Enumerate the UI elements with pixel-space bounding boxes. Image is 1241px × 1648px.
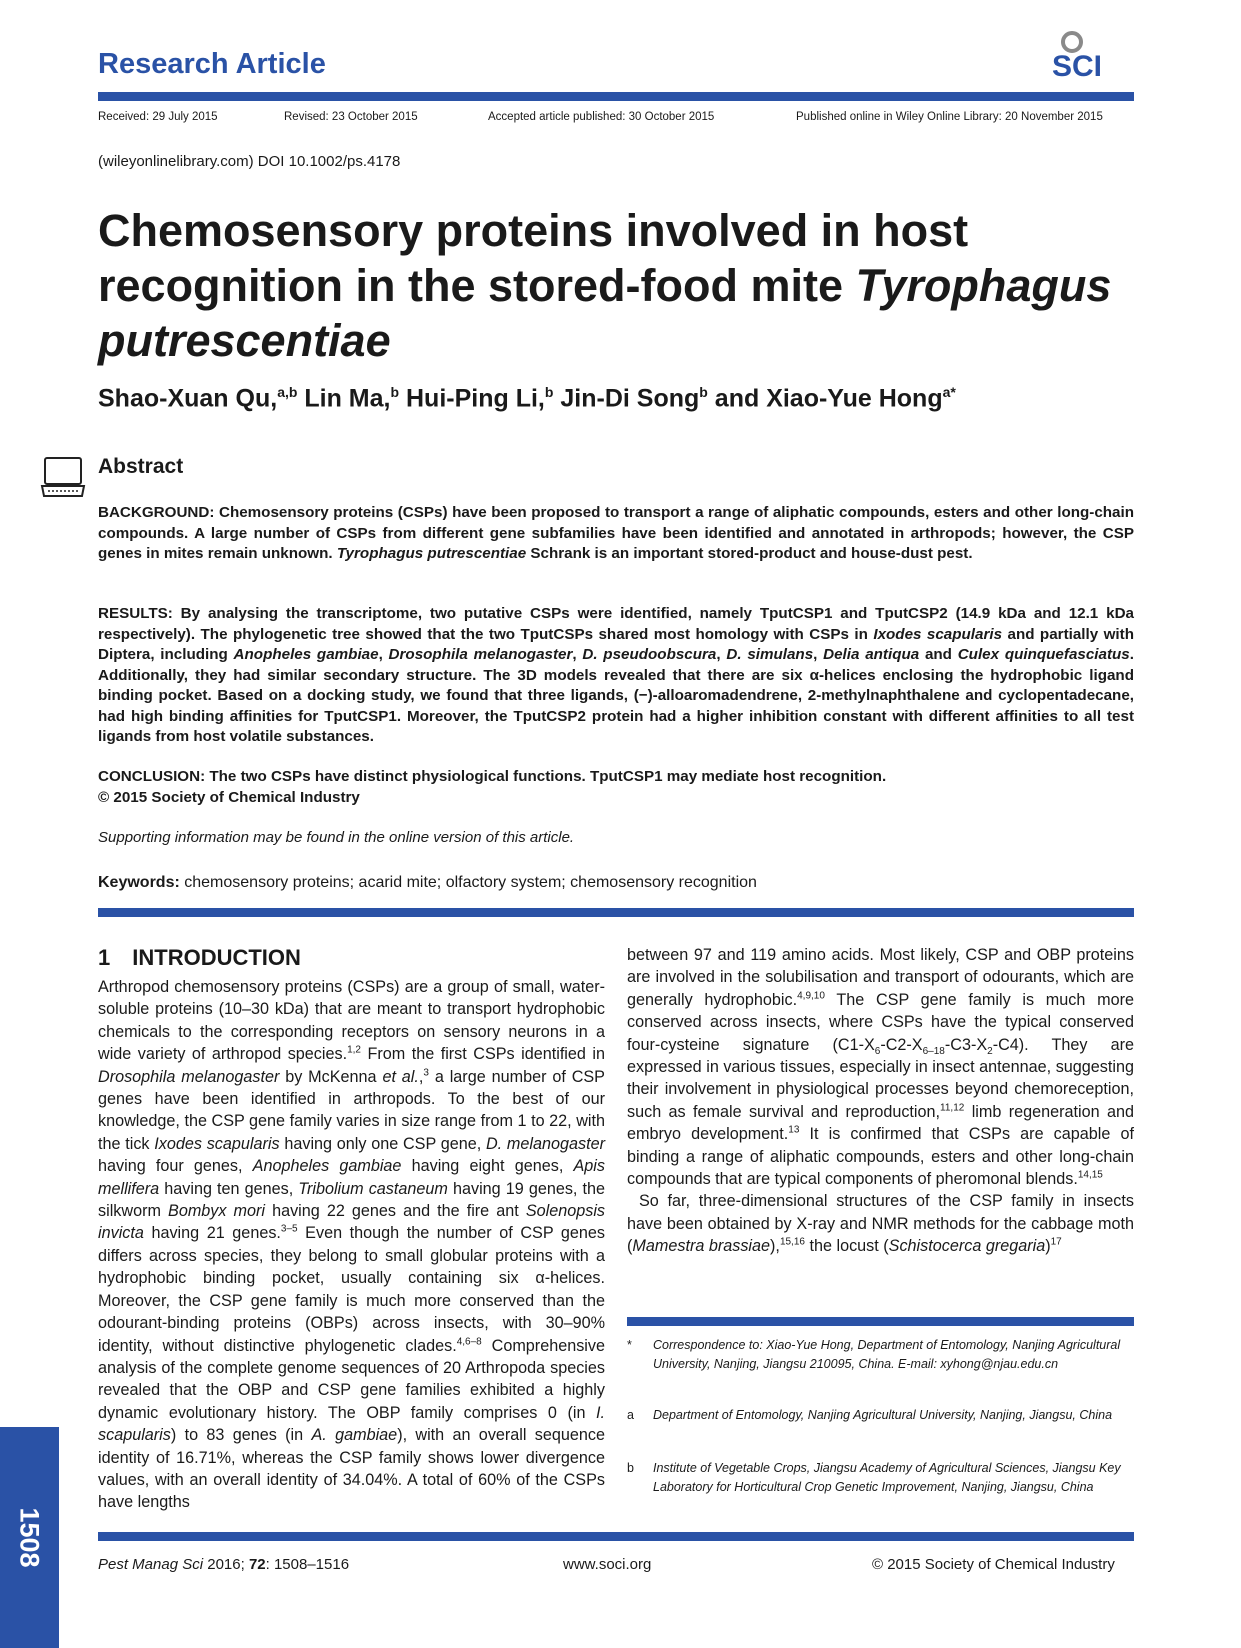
body-text: ),: [770, 1237, 780, 1256]
title-genus: Tyrophagus: [855, 260, 1112, 311]
footnote-correspondence: [627, 1336, 1134, 1373]
supporting-info-note: Supporting information may be found in the online version of this article.: [98, 829, 575, 846]
keywords-label: Keywords:: [98, 874, 180, 891]
species-name: Mamestra brassiae: [632, 1237, 771, 1256]
body-text: Arthropod chemosensory proteins (CSPs) are a group of small, water-soluble proteins (10–30 kDa) that are meant to transport hydrophobic chemicals to the corresponding receptors on sensory neurons in a wide variety of arthropod species.: [98, 978, 605, 1064]
body-text: ): [1045, 1237, 1051, 1256]
author-affiliation: a*: [942, 384, 956, 400]
results-text: By analysing the transcriptome, two putative CSPs were identified, namely TputCSP1 and TputCSP2 (14.9 kDa and 12.1 kDa respectively). The phylogenetic tree showed that the two TputCSPs shared most homology with CSPs in: [98, 605, 1134, 643]
citation: 1,2: [347, 1044, 361, 1056]
footnote-affiliation-b: [627, 1459, 1134, 1496]
body-text: by McKenna: [279, 1067, 383, 1086]
citation: 17: [1050, 1236, 1062, 1248]
footer-copyright: © 2015 Society of Chemical Industry: [872, 1556, 1115, 1573]
citation: 15,16: [779, 1236, 805, 1248]
citation: 4,9,10: [797, 990, 825, 1002]
revised-date: Revised: 23 October 2015: [284, 111, 418, 123]
received-date: Received: 29 July 2015: [98, 111, 218, 123]
citation: 3: [423, 1067, 429, 1079]
journal-pages: : 1508–1516: [265, 1556, 350, 1573]
footnote-text: Correspondence to: Xiao-Yue Hong, Department of Entomology, Nanjing Agricultural University, Nanjing, Jiangsu 210095, China. E-mail: xyhong@njau.edu.cn: [653, 1338, 1121, 1371]
title-line-3: [98, 313, 1148, 368]
et-al: et al.: [382, 1067, 419, 1086]
species-name: Culex quinquefasciatus: [957, 646, 1130, 663]
results-label: RESULTS:: [98, 605, 173, 622]
section-title: INTRODUCTION: [132, 945, 301, 970]
body-text: having 21 genes.: [143, 1224, 281, 1243]
background-species: Tyrophagus putrescentiae: [336, 545, 527, 562]
author-name: Lin Ma,: [304, 384, 391, 413]
journal-name: Pest Manag Sci: [98, 1556, 204, 1573]
body-text: between 97 and 119 amino acids. Most likely, CSP and OBP proteins are involved in the solubilisation and transport of odourants, which are generally hydrophobic.: [627, 946, 1134, 1009]
species-name: Tribolium castaneum: [298, 1179, 448, 1198]
body-text: a large number of CSP genes have been identified in arthropods. To the best of our knowledge, the CSP gene family varies in size range from 1 to 22, with the tick: [98, 1067, 605, 1153]
footnote-marker: a: [627, 1408, 634, 1422]
subscript: 6: [874, 1045, 881, 1057]
intro-column-right: [627, 944, 1134, 1258]
journal-volume: 72: [248, 1556, 266, 1573]
page-number: [0, 1427, 59, 1648]
footnote-marker: *: [627, 1338, 632, 1352]
body-text: -C4). They are expressed in various tissues, especially in insect antennae, suggesting their involvement in physiological processes beyond chemoreception, such as female survival and reproduction,: [627, 1035, 1134, 1121]
title-line-2-text: recognition in the stored-food mite: [98, 260, 856, 311]
footnote-divider: [627, 1317, 1134, 1326]
article-type-heading: Research Article: [98, 48, 326, 80]
abstract-divider: [98, 908, 1134, 917]
separator: ,: [716, 646, 727, 663]
body-text: From the first CSPs identified in: [360, 1045, 605, 1064]
author-name: Hui-Ping Li,: [406, 384, 545, 413]
citation: 13: [788, 1124, 800, 1136]
body-text: ) to 83 genes (in: [170, 1426, 312, 1445]
species-name: Anopheles gambiae: [233, 646, 379, 663]
doi-line: (wileyonlinelibrary.com) DOI 10.1002/ps.4178: [98, 153, 401, 170]
abstract-conclusion: [98, 767, 1134, 808]
intro-column-left: [98, 976, 605, 1514]
accepted-date: Accepted article published: 30 October 2015: [488, 111, 715, 123]
author-name: Jin-Di Song: [560, 384, 700, 413]
journal-url[interactable]: www.soci.org: [563, 1556, 652, 1573]
section-number: 1: [98, 945, 111, 970]
species-name: Drosophila melanogaster: [388, 646, 573, 663]
published-date: Published online in Wiley Online Library: 20 November 2015: [796, 111, 1103, 123]
separator: and: [919, 646, 958, 663]
species-name: D. simulans: [726, 646, 814, 663]
subscript: 6–18: [922, 1045, 945, 1057]
citation: 4,6–8: [456, 1336, 482, 1348]
species-name: Solenopsis invicta: [98, 1202, 606, 1243]
author-list: [98, 384, 956, 413]
species-name: Bombyx mori: [168, 1202, 266, 1221]
conclusion-text: The two CSPs have distinct physiological functions. TputCSP1 may mediate host recognition.: [205, 768, 887, 785]
abstract-results: [98, 604, 1134, 748]
body-text: ), with an overall sequence identity of 16.71%, whereas the CSP family shows lower divergence values, with an overall identity of 34.04%. A total of 60% of the CSPs have lengths: [98, 1426, 606, 1512]
citation: 11,12: [940, 1102, 965, 1114]
body-text: So far, three-dimensional structures of the CSP family in insects have been obtained by X-ray and NMR methods for the cabbage moth (: [627, 1192, 1134, 1256]
citation: 14,15: [1077, 1169, 1103, 1181]
author-name: Shao-Xuan Qu,: [98, 384, 278, 413]
title-line-1: Chemosensory proteins involved in host: [98, 205, 969, 256]
background-label: BACKGROUND:: [98, 504, 215, 521]
computer-icon: [40, 456, 86, 498]
species-name: D. pseudoobscura: [582, 646, 717, 663]
author-affiliation: b: [699, 384, 708, 400]
results-text: and partially with Diptera, including: [98, 625, 1134, 663]
keywords-line: [98, 874, 757, 892]
header-divider: [98, 92, 1134, 101]
author-name: and Xiao-Yue Hong: [714, 384, 943, 413]
species-name: Schistocerca gregaria: [888, 1237, 1046, 1256]
sci-logo-text: SCI: [1052, 50, 1103, 82]
species-name: Ixodes scapularis: [154, 1134, 280, 1153]
body-text: -C2-X: [880, 1035, 923, 1054]
species-name: Delia antiqua: [823, 646, 920, 663]
author-affiliation: b: [390, 384, 400, 400]
footnote-marker: b: [627, 1461, 634, 1475]
body-text: having 19 genes, the silkworm: [98, 1179, 606, 1221]
article-title: [98, 203, 1148, 368]
body-text: limb regeneration and embryo development.: [627, 1102, 1135, 1144]
background-text: Chemosensory proteins (CSPs) have been proposed to transport a range of aliphatic compounds, esters and other long-chain compounds. A large number of CSPs from different gene subfamilies have been identified and annotated in arthropods; however, the CSP genes in mites remain unknown.: [98, 504, 1134, 562]
author-affiliation: b: [544, 384, 554, 400]
species-name: D. melanogaster: [485, 1134, 605, 1153]
body-text: having eight genes,: [401, 1157, 574, 1176]
section-heading-introduction: [98, 945, 301, 971]
page-number-text: 1508: [15, 1507, 46, 1568]
abstract-background: [98, 503, 1134, 565]
body-text: The CSP gene family is much more conserved across insects, where CSPs have the typical conserved four-cysteine signature (C1-X: [627, 990, 1134, 1054]
species-name: I. scapularis: [98, 1403, 605, 1445]
citation: 3–5: [280, 1224, 298, 1236]
body-text: having only one CSP gene,: [279, 1134, 486, 1153]
subscript: 2: [987, 1045, 993, 1057]
title-line-2: [98, 258, 1148, 313]
conclusion-label: CONCLUSION:: [98, 768, 206, 785]
results-text: . Additionally, they had similar secondary structure. The 3D models revealed that there are six α-helices enclosing the hydrophobic ligand binding pocket. Based on a docking study, we found that three ligands, (−)-alloaromadendrene, 2-methylnaphthalene and cyclopentadecane, had high binding affinities for TputCSP1. Moreover, the TputCSP2 protein had a higher inhibition constant with different affinities to all test ligands from host volatile substances.: [98, 646, 1134, 745]
background-tail: Schrank is an important stored-product and house-dust pest.: [526, 545, 973, 562]
title-species: putrescentiae: [98, 315, 391, 366]
body-text: Comprehensive analysis of the complete genome sequences of 20 Arthropoda species revealed that the OBP and CSP gene families exhibited a highly dynamic evolutionary history. The OBP family comprises 0 (in: [98, 1336, 605, 1422]
species-name: Anopheles gambiae: [252, 1157, 402, 1176]
journal-year: 2016;: [203, 1556, 249, 1573]
separator: ,: [378, 646, 389, 663]
body-text: It is confirmed that CSPs are capable of binding a range of aliphatic compounds, esters and other long-chain compounds that are typical components of pheromonal blends.: [627, 1125, 1134, 1189]
body-text: -C3-X: [944, 1035, 988, 1054]
body-text: having four genes,: [98, 1157, 253, 1176]
body-text: ,: [418, 1067, 424, 1086]
body-text: having ten genes,: [159, 1179, 299, 1198]
keywords-text: chemosensory proteins; acarid mite; olfactory system; chemosensory recognition: [179, 874, 757, 891]
body-text: the locust (: [804, 1237, 889, 1256]
footer-divider: [98, 1532, 1134, 1541]
species-name: Drosophila melanogaster: [98, 1067, 280, 1086]
separator: ,: [572, 646, 583, 663]
abstract-heading: Abstract: [98, 455, 184, 478]
sci-logo: [1052, 30, 1136, 82]
species-name: A. gambiae: [311, 1426, 398, 1445]
body-text: having 22 genes and the fire ant: [265, 1202, 526, 1221]
abstract-copyright: © 2015 Society of Chemical Industry: [98, 788, 360, 806]
author-affiliation: a,b: [277, 384, 298, 400]
separator: ,: [813, 646, 824, 663]
body-text: Even though the number of CSP genes differs across species, they belong to small globular proteins with a hydrophobic binding pocket, usually containing six α-helices. Moreover, the CSP gene family is much more conserved than the odourant-binding proteins (OBPs) across insects, with 30–90% identity, without distinctive phylogenetic clades.: [98, 1224, 605, 1355]
footnote-text: Institute of Vegetable Crops, Jiangsu Academy of Agricultural Sciences, Jiangsu Key Laboratory for Horticultural Crop Genetic Improvement, Nanjing, Jiangsu, China: [653, 1461, 1121, 1494]
species-name: Apis mellifera: [98, 1157, 605, 1198]
footnote-affiliation-a: [627, 1406, 1134, 1425]
footnote-text: Department of Entomology, Nanjing Agricultural University, Nanjing, Jiangsu, China: [653, 1408, 1113, 1422]
journal-citation: [98, 1556, 349, 1573]
species-name: Ixodes scapularis: [873, 625, 1003, 643]
